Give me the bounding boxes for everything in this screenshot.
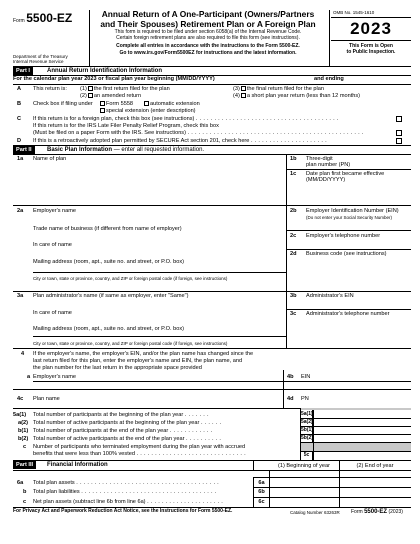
employer-care-of-field[interactable] (33, 249, 283, 257)
line-4c-num: 4c (17, 396, 24, 402)
line-2a-text: Employer's name (33, 208, 77, 214)
net-assets-begin-field[interactable] (271, 498, 337, 506)
line-D-label: D (17, 138, 22, 144)
line-1b-text (306, 156, 350, 169)
rule (300, 418, 411, 419)
part1-title: Annual Return Identification Information (47, 68, 162, 74)
participants-begin-field[interactable] (314, 410, 409, 418)
line-5c-text-1: Number of participants who terminated employment during the plan year with accrued (33, 444, 246, 450)
line-A3 (233, 86, 324, 92)
line-C2-text: If this return is for the IRS Late Filer Penalty Relief Program, check this box (33, 123, 219, 129)
line-5c-text: Number of participants who terminated employment during the plan year with accrued benefits that were less than 100% vested . . . . . . . . . . . . . . . . . . . . . . . . . . . . . . (33, 444, 246, 458)
line-A1-num: (1) (80, 86, 87, 92)
active-participants-end-field[interactable] (314, 434, 409, 442)
line-C1-label: If this return is for a foreign plan, check this box (see instructions) (33, 116, 195, 122)
line-5a2-label: Total number of active participants at the beginning of the plan year (33, 420, 200, 426)
form-5558-checkbox[interactable] (100, 101, 105, 106)
trade-name-field[interactable] (33, 233, 283, 241)
line-3a-text: Plan administrator's name (if same as employer, enter "Same") (33, 293, 189, 299)
trade-name-text: Trade name of business (if different from name of employer) (33, 226, 182, 232)
line-B1-text: Form 5558 (106, 101, 134, 107)
part2-title: Basic Plan Information (47, 147, 113, 153)
line-C1-text: If this return is for a foreign plan, check this box (see instructions) . . . . . . . . . . . . . . . . . . . . . . . . . . . . . . . . . . . . . . . (33, 116, 339, 122)
part3-heading (13, 461, 253, 470)
part2-title-note: — enter all requested information. (113, 147, 205, 153)
line-6a-text: Total plan assets . . . . . . . . . . . . . . . . . . . . . . . . . . . . . . . . . . . . . . . (33, 480, 220, 486)
form-page (13, 10, 411, 538)
line-2b-text: Employer Identification Number (EIN) (306, 208, 399, 214)
rule (269, 470, 270, 507)
public-inspection-line-2: to Public Inspection. (346, 48, 396, 55)
line-5c-text-2: benefits that were less than 100% vested (33, 451, 135, 458)
part3-tag: Part III (13, 461, 36, 469)
box-5b2: 5b(2) (301, 435, 313, 441)
rule (13, 154, 411, 155)
administrator-ein-field[interactable] (290, 300, 408, 308)
line-6c-label: c (23, 499, 27, 505)
terminated-participants-field[interactable] (314, 451, 409, 460)
line-D-text: If this is a retroactively adopted plan permitted by SECURE Act section 201, check here . . . . . . . . . . . . . . . . . . . . . (33, 138, 327, 144)
liabilities-end-field[interactable] (341, 488, 409, 496)
line-5b1-text: Total number of participants at the end of the plan year . . . . . . . . . . . . (33, 428, 213, 434)
assets-begin-field[interactable] (271, 478, 337, 486)
line-6b-label-text: Total plan liabilities (33, 489, 80, 495)
line-A1 (80, 86, 170, 92)
line-C-label: C (17, 116, 22, 122)
line-A2-text: an amended return (93, 93, 142, 99)
amended-return-checkbox[interactable] (88, 93, 93, 98)
line-4c-text: Plan name (33, 396, 60, 402)
line-1b-text-2: plan number (PN) (306, 162, 351, 169)
line-6c-text: Net plan assets (subtract line 6b from line 6a) . . . . . . . . . . . . . . . . . . . . . (33, 499, 224, 505)
rule (33, 381, 411, 382)
line-1a-text: Name of plan (33, 156, 67, 162)
form-title-block (93, 10, 323, 56)
line-1a-num: 1a (17, 156, 24, 162)
special-extension-description-field[interactable] (201, 108, 391, 115)
line-A1-text: the first return filed for the plan (93, 86, 170, 92)
employer-city-field[interactable] (33, 282, 283, 290)
box-5b1: 5b(1) (301, 427, 313, 433)
line-4a-label: a (27, 374, 31, 380)
line-5b2-text: Total number of active participants at the end of the plan year . . . . . . . . . . (33, 436, 222, 442)
line-6b-label: b (23, 489, 27, 495)
rule (33, 272, 286, 273)
line-5b1-num: b(1) (18, 428, 29, 434)
box-5a1: 5a(1) (301, 411, 313, 417)
part2-tag: Part II (13, 146, 35, 154)
line-5b1-label: Total number of participants at the end of the plan year (33, 428, 169, 434)
automatic-extension-checkbox[interactable] (144, 101, 149, 106)
rule (339, 461, 340, 507)
rule (286, 309, 411, 310)
administrator-phone-field[interactable] (290, 319, 408, 346)
line-2d-text: Business code (see instructions) (306, 251, 387, 257)
part1-tag: Part I (13, 67, 33, 75)
line-5a2-num: a(2) (18, 420, 28, 426)
line-4-text (33, 351, 253, 372)
and-ending-text: and ending (314, 76, 344, 82)
form-subtitle-1: This form is required to be filed under section 6058(a) of the Internal Revenue Code. (114, 29, 302, 36)
rule (300, 442, 411, 443)
prior-employer-name-field[interactable] (93, 371, 281, 379)
box-6b: 6b (258, 489, 265, 495)
fiscal-end-field[interactable] (343, 76, 409, 83)
rule (13, 348, 411, 349)
line-A4-num: (4) (233, 93, 240, 99)
form-title: Annual Return of A One-Participant (Owners/Partners and Their Spouses) Retirement Plan or A Foreign Plan (100, 9, 316, 29)
line-5c-num: c (23, 444, 27, 450)
line-5b2-label: Total number of active participants at the end of the plan year (33, 436, 185, 442)
special-extension-checkbox[interactable] (100, 108, 105, 113)
line-1b-text-1: Three-digit (306, 156, 333, 162)
line-6a-num: 6a (17, 480, 24, 486)
rule (300, 426, 411, 427)
rule (13, 291, 411, 292)
department-label (13, 54, 88, 65)
secure-act-checkbox[interactable] (396, 138, 402, 144)
employer-name-field[interactable] (93, 206, 283, 221)
line-A4 (233, 93, 360, 99)
line-4-num: 4 (21, 351, 25, 357)
line-6c-label-text: Net plan assets (subtract line 6b from line 6a) (33, 499, 146, 505)
line-4a-text: Employer's name (33, 374, 77, 380)
public-inspection-line-1: This Form is Open (349, 43, 393, 50)
line-5a1-num: 5a(1) (13, 412, 27, 418)
employer-city-text: City or town, state or province, country, and ZIP or foreign postal code (if foreign, see instructions) (33, 276, 228, 281)
shaded-area (300, 442, 411, 451)
line-6b-text: Total plan liabilities . . . . . . . . . . . . . . . . . . . . . . . . . . . . . . . . . . . . . (33, 489, 217, 495)
box-5c: 5c (300, 451, 313, 460)
prior-ein-field[interactable] (317, 371, 407, 379)
line-4-text-2: last return filed for this plan, enter the employer's name and EIN, the plan name, and (33, 357, 243, 364)
effective-date-field[interactable] (290, 186, 408, 202)
line-A3-num: (3) (233, 86, 240, 92)
footer-form-year: (2023) (388, 509, 403, 515)
rule (286, 169, 411, 170)
employer-ein-field[interactable] (290, 221, 408, 229)
line-A2 (80, 93, 141, 99)
line-B3 (99, 108, 196, 114)
line-2b-note: (Do not enter your Social Security Number) (306, 215, 393, 220)
footer-form-label: Form (351, 509, 363, 515)
line-B3-text: special extension (enter description) (106, 108, 196, 114)
form-label: Form (13, 18, 25, 24)
line-1c-text-2: (MM/DD/YYYY) (306, 177, 346, 184)
employer-phone-field[interactable] (290, 240, 408, 248)
box-5a2: 5a(2) (301, 419, 313, 425)
line-1c-num: 1c (290, 171, 297, 177)
line-4-text-1: If the employer's name, the employer's EIN, and/or the plan name has changed since the (33, 351, 254, 357)
active-participants-begin-field[interactable] (314, 418, 409, 426)
header-divider-right (329, 10, 330, 66)
col-end-of-year: (2) End of year (356, 463, 394, 469)
box-6c: 6c (258, 499, 265, 505)
line-2c-num: 2c (290, 233, 297, 239)
line-A4-text: a short plan year return (less than 12 months) (246, 93, 361, 99)
employer-mailing-text: Mailing address (room, apt., suite no. and street, or P.O. box) (33, 259, 185, 265)
col-beginning-of-year: (1) Beginning of year (278, 463, 330, 469)
business-code-field[interactable] (290, 259, 408, 289)
foreign-plan-checkbox[interactable] (396, 116, 402, 122)
late-filer-checkbox[interactable] (396, 130, 402, 136)
line-4d-text: PN (301, 396, 309, 402)
part2-title-wrap (47, 147, 204, 154)
line-3c-text: Administrator's telephone number (306, 311, 390, 317)
catalog-number: Catalog Number 63263R (290, 510, 340, 515)
tax-year: 2023 (350, 19, 392, 39)
rule (300, 434, 411, 435)
line-B-text: Check box if filing under (33, 101, 93, 107)
prior-plan-name-field[interactable] (73, 392, 279, 405)
line-D-label-text: If this is a retroactively adopted plan permitted by SECURE Act section 201, check here (33, 138, 250, 144)
line-C3-label: (Must be filed on a paper Form with the IRS. See instructions) (33, 130, 186, 136)
footer-form-id (351, 509, 403, 516)
form-subtitle-3: Complete all entries in accordance with the instructions to the Form 5500-EZ. (116, 42, 300, 49)
assets-end-field[interactable] (341, 478, 409, 486)
line-2c-text: Employer's telephone number (306, 233, 381, 239)
line-B-label: B (17, 101, 22, 107)
line-2b-num: 2b (290, 208, 297, 214)
line-A-text: This return is: (33, 86, 67, 92)
line-A-label: A (17, 86, 22, 92)
form-number-block (13, 12, 75, 26)
line-B1 (99, 101, 133, 107)
line-A2-num: (2) (80, 93, 87, 99)
line-2a-num: 2a (17, 208, 24, 214)
form-number: 5500-EZ (26, 11, 73, 25)
fiscal-begin-field[interactable] (246, 76, 301, 83)
admin-city-text: City or town, state or province, country, and ZIP or foreign postal code (if foreign, see instructions) (33, 341, 228, 346)
rule (13, 389, 411, 390)
line-5a1-label: Total number of participants at the beginning of the plan year (33, 412, 184, 418)
box-6a: 6a (258, 480, 265, 486)
line-2d-num: 2d (290, 251, 297, 257)
line-B2 (143, 101, 200, 107)
form-subtitle-4: Go to www.irs.gov/Form5500EZ for instructions and the latest information. (119, 49, 297, 56)
line-3a-num: 3a (17, 293, 24, 299)
omb-block (331, 10, 411, 56)
admin-mailing-text: Mailing address (room, apt., suite no. and street, or P.O. box) (33, 326, 185, 332)
rule (286, 249, 411, 250)
admin-care-of-text: In care of name (33, 310, 72, 316)
rule (253, 477, 411, 478)
footer-form-number: 5500-EZ (364, 509, 388, 515)
line-4d-num: 4d (287, 396, 294, 402)
department-line-2: Internal Revenue Service (13, 59, 64, 65)
line-3c-num: 3c (290, 311, 297, 317)
rule (286, 230, 411, 231)
header-divider-left (89, 10, 90, 66)
line-A3-text: the final return filed for the plan (246, 86, 324, 92)
final-return-checkbox[interactable] (241, 86, 246, 91)
prior-pn-field[interactable] (317, 392, 407, 405)
admin-care-of-field[interactable] (33, 317, 283, 323)
first-return-checkbox[interactable] (88, 86, 93, 91)
line-4b-num: 4b (287, 374, 294, 380)
administrator-name-field[interactable] (33, 300, 283, 307)
rule (300, 451, 411, 452)
line-4-text-3: the plan number for the last return in the appropriate space provided (33, 364, 202, 371)
privacy-notice: For Privacy Act and Paperwork Reduction Act Notice, see the Instructions for Form 5500-EZ. (13, 508, 233, 514)
line-1c-text (306, 171, 384, 184)
employer-care-of-text: In care of name (33, 242, 72, 248)
rule (253, 461, 254, 470)
rule (13, 470, 411, 471)
rule (13, 84, 411, 85)
liabilities-begin-field[interactable] (271, 488, 337, 496)
rule (33, 336, 286, 337)
line-5a2-text: Total number of active participants at the beginning of the plan year . . . . . . (33, 420, 222, 426)
line-5a1-text: Total number of participants at the beginning of the plan year . . . . . . . (33, 412, 209, 418)
net-assets-end-field[interactable] (341, 498, 409, 506)
calendar-year-text: For the calendar plan year 2023 or fiscal plan year beginning (MM/DD/YYYY) (13, 76, 215, 82)
form-subtitle-2: Certain foreign retirement plans are also required to file this form (see instructions). (116, 35, 300, 42)
line-6a-label: Total plan assets (33, 480, 75, 486)
line-1b-num: 1b (290, 156, 297, 162)
department-line-1: Department of the Treasury (13, 54, 68, 59)
participants-end-field[interactable] (314, 426, 409, 434)
line-3b-num: 3b (290, 293, 297, 299)
line-5b2-num: b(2) (18, 436, 29, 442)
right-column-divider (286, 154, 287, 348)
line-1c-text-1: Date plan first became effective (306, 171, 385, 177)
line-C3-text: (Must be filed on a paper Form with the IRS. See instructions) . . . . . . . . . . . . . . . . . . . . . . . . . . . . . . . . . . . . . . . . . . . . . . . . (33, 130, 364, 136)
line-3b-text: Administrator's EIN (306, 293, 354, 299)
short-year-checkbox[interactable] (241, 93, 246, 98)
line-B2-text: automatic extension (150, 101, 200, 107)
omb-number: OMB No. 1545-1610 (333, 10, 375, 15)
plan-name-field[interactable] (33, 164, 283, 204)
part3-title: Financial Information (47, 462, 108, 468)
plan-number-field[interactable] (358, 156, 408, 168)
line-4b-text: EIN (301, 374, 311, 380)
